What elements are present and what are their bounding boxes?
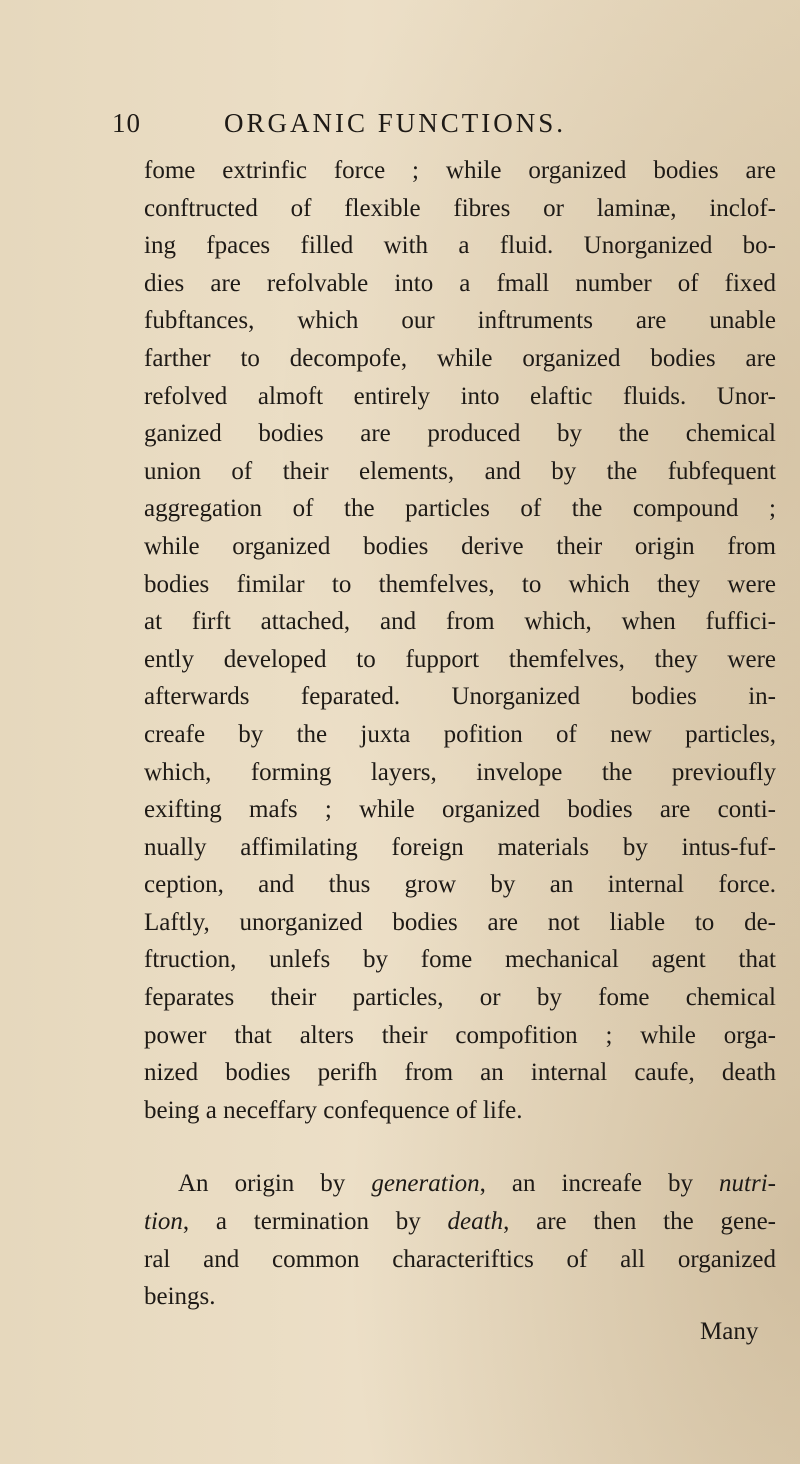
paragraph-gap (144, 1129, 776, 1165)
paragraph-1 (144, 152, 776, 1129)
text-line: beings. (144, 1283, 216, 1311)
page-number: 10 (112, 108, 141, 138)
text-line: ganized bodies are produced by the chemical (144, 420, 776, 448)
text-line: aggregation of the particles of the compound ; (144, 495, 776, 523)
text-line: union of their elements, and by the fubfequent (144, 457, 776, 485)
text-line: power that alters their compofition ; while orga- (144, 1021, 776, 1049)
catchword: Many (700, 1318, 759, 1345)
text-line (144, 1165, 776, 1203)
italic-term: death (447, 1208, 504, 1236)
text-line: nually affimilating foreign materials by intus-fuf- (144, 833, 776, 861)
text-line (144, 1203, 776, 1241)
body-text (144, 152, 776, 1316)
text-line: exifting mafs ; while organized bodies are conti- (144, 796, 776, 824)
italic-term: tion (144, 1208, 183, 1236)
text-line: farther to decompofe, while organized bodies are (144, 344, 776, 372)
text-line: while organized bodies derive their origin from (144, 532, 776, 560)
italic-term: nutri- (719, 1170, 776, 1198)
italic-term: generation (371, 1170, 480, 1198)
text-line: bodies fimilar to themfelves, to which they were (144, 570, 776, 598)
text-run: , an increafe by (479, 1170, 720, 1198)
text-line: fubftances, which our inftruments are unable (144, 307, 776, 335)
running-head: ORGANIC FUNCTIONS. (224, 108, 567, 138)
text-line: which, forming layers, invelope the previoufly (144, 758, 776, 786)
text-line: dies are refolvable into a fmall number of fixed (144, 269, 776, 297)
text-run: An origin by (178, 1170, 372, 1198)
text-line: creafe by the juxta pofition of new particles, (144, 720, 776, 748)
text-line: being a neceffary confequence of life. (144, 1096, 523, 1124)
text-line: ftruction, unlefs by fome mechanical agent that (144, 946, 776, 974)
text-line: Laftly, unorganized bodies are not liable to de- (144, 908, 776, 936)
text-line: fome extrinfic force ; while organized bodies are (144, 157, 776, 184)
text-line: feparates their particles, or by fome chemical (144, 984, 776, 1012)
text-run: , are then the gene- (503, 1208, 777, 1236)
text-line: conftructed of flexible fibres or laminæ, inclof- (144, 194, 776, 222)
text-line: ception, and thus grow by an internal force. (144, 871, 776, 899)
paragraph-2 (144, 1165, 776, 1315)
text-line: at firft attached, and from which, when fuffici- (144, 608, 776, 636)
text-line: afterwards feparated. Unorganized bodies in- (144, 683, 776, 711)
text-line: ently developed to fupport themfelves, they were (144, 645, 776, 673)
text-line: ral and common characteriftics of all organized (144, 1245, 776, 1273)
text-line: ing fpaces filled with a fluid. Unorganized bo- (144, 232, 776, 260)
text-line: refolved almoft entirely into elaftic fluids. Unor- (144, 382, 776, 410)
text-line: nized bodies perifh from an internal caufe, death (144, 1059, 776, 1087)
text-run: , a termination by (182, 1208, 448, 1236)
page-header (112, 108, 772, 142)
